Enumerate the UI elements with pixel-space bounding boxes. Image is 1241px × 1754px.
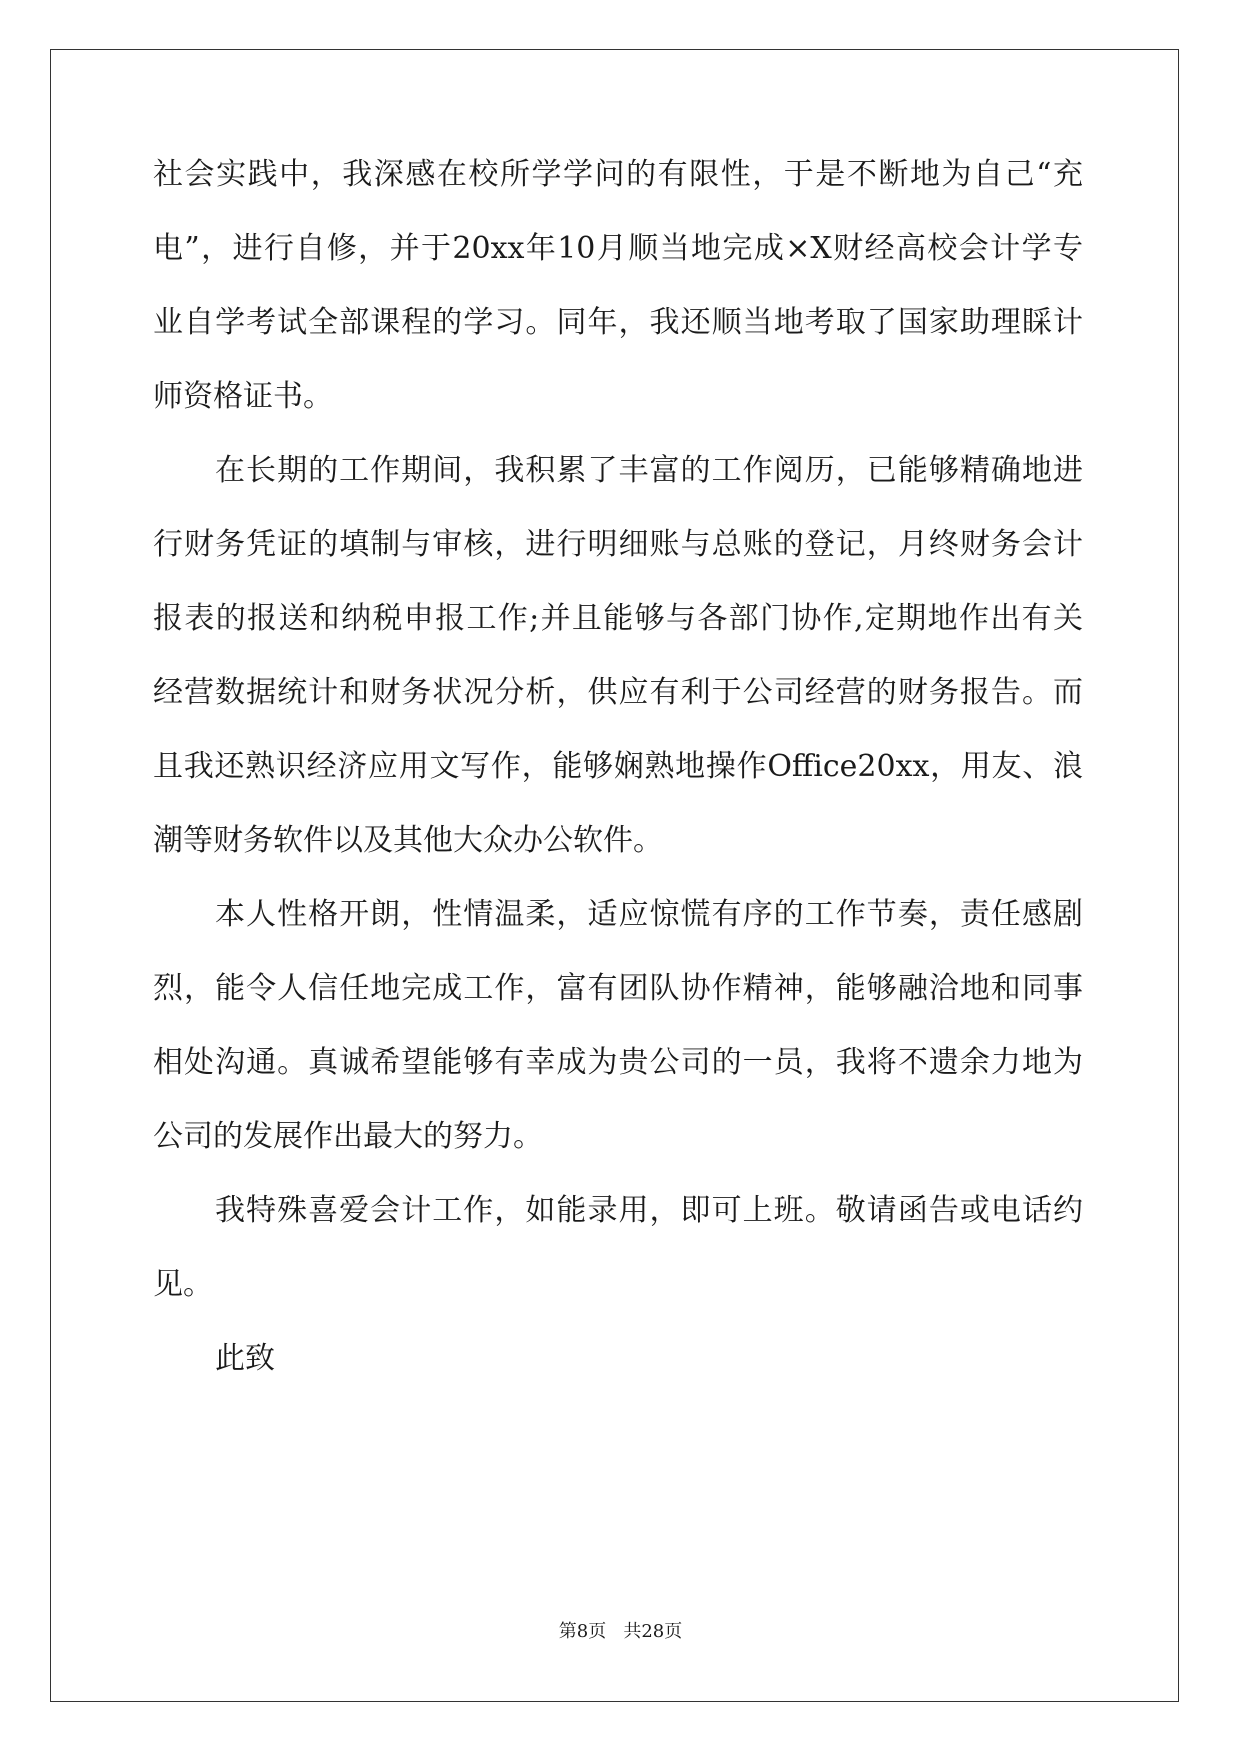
- page-prefix: 第: [558, 1621, 577, 1642]
- paragraph-first-line: 我特殊喜爱会计工作，如能录用，即可上班。敬请函告或电话约: [215, 1193, 1083, 1228]
- body-line: 潮等财务软件以及其他大众办公软件。: [153, 823, 663, 858]
- total-pages: 28: [641, 1621, 665, 1642]
- page-border: [50, 49, 1179, 1702]
- body-line: 见。: [153, 1267, 213, 1302]
- total-suffix: 页: [664, 1621, 683, 1642]
- paragraph-first-line: 本人性格开朗，性情温柔，适应惊慌有序的工作节奏，责任感剧: [215, 897, 1083, 932]
- closing-salutation: 此致: [215, 1341, 275, 1376]
- body-line: 电”，进行自修，并于20xx年10月顺当地完成×X财经高校会计学专: [153, 231, 1083, 266]
- page-suffix: 页: [588, 1621, 607, 1642]
- page-number: 8: [576, 1621, 589, 1642]
- body-line: 烈，能令人信任地完成工作，富有团队协作精神，能够融洽地和同事: [153, 971, 1083, 1006]
- body-line: 经营数据统计和财务状况分析，供应有利于公司经营的财务报告。而: [153, 675, 1083, 710]
- body-line: 且我还熟识经济应用文写作，能够娴熟地操作Office20xx，用友、浪: [153, 749, 1083, 784]
- page-footer: [0, 1620, 1241, 1644]
- paragraph-first-line: 在长期的工作期间，我积累了丰富的工作阅历，已能够精确地进: [215, 453, 1083, 488]
- body-line: 社会实践中，我深感在校所学学问的有限性，于是不断地为自己“充: [153, 157, 1083, 192]
- body-line: 公司的发展作出最大的努力。: [153, 1119, 543, 1154]
- body-line: 师资格证书。: [153, 379, 333, 414]
- body-line: 行财务凭证的填制与审核，进行明细账与总账的登记，月终财务会计: [153, 527, 1083, 562]
- body-line: 报表的报送和纳税申报工作;并且能够与各部门协作,定期地作出有关: [153, 601, 1083, 636]
- body-line: 业自学考试全部课程的学习。同年，我还顺当地考取了国家助理睬计: [153, 305, 1083, 340]
- total-prefix: 共: [623, 1621, 642, 1642]
- body-line: 相处沟通。真诚希望能够有幸成为贵公司的一员，我将不遗余力地为: [153, 1045, 1083, 1080]
